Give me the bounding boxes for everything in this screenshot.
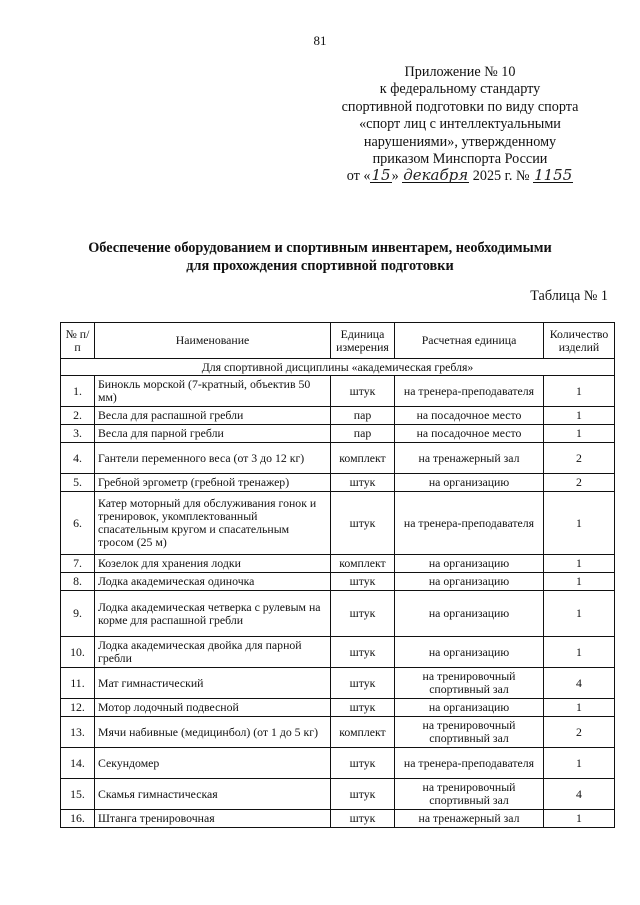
- cell-name: Лодка академическая одиночка: [95, 573, 331, 591]
- cell-qty: 1: [544, 748, 615, 779]
- cell-qty: 1: [544, 591, 615, 637]
- table-row: [61, 492, 615, 555]
- cell-calc: на организацию: [395, 637, 544, 668]
- cell-qty: 1: [544, 407, 615, 425]
- cell-unit: штук: [331, 573, 395, 591]
- cell-num: 1.: [61, 376, 95, 407]
- header-calc: Расчетная единица: [395, 323, 544, 359]
- header-qty: Количество изделий: [544, 323, 615, 359]
- table-row: [61, 443, 615, 474]
- cell-num: 6.: [61, 492, 95, 555]
- header-name: Наименование: [95, 323, 331, 359]
- cell-calc: на организацию: [395, 699, 544, 717]
- cell-name: Лодка академическая четверка с рулевым на корме для распашной гребли: [95, 591, 331, 637]
- cell-num: 14.: [61, 748, 95, 779]
- cell-num: 8.: [61, 573, 95, 591]
- cell-name: Весла для распашной гребли: [95, 407, 331, 425]
- table-row: [61, 591, 615, 637]
- cell-unit: комплект: [331, 555, 395, 573]
- cell-num: 15.: [61, 779, 95, 810]
- cell-qty: 2: [544, 443, 615, 474]
- cell-num: 7.: [61, 555, 95, 573]
- cell-num: 16.: [61, 810, 95, 828]
- cell-name: Катер моторный для обслуживания гонок и тренировок, укомплектованный спасательным кругом и спасательным тросом (25 м): [95, 492, 331, 555]
- cell-qty: 1: [544, 492, 615, 555]
- equipment-table: [60, 322, 615, 828]
- cell-unit: штук: [331, 779, 395, 810]
- date-day: 15: [371, 166, 391, 185]
- cell-calc: на тренера-преподавателя: [395, 748, 544, 779]
- cell-name: Гантели переменного веса (от 3 до 12 кг): [95, 443, 331, 474]
- table-row: [61, 573, 615, 591]
- header-unit: Единица измерения: [331, 323, 395, 359]
- cell-qty: 1: [544, 425, 615, 443]
- table-row: [61, 555, 615, 573]
- cell-unit: штук: [331, 376, 395, 407]
- cell-qty: 1: [544, 699, 615, 717]
- cell-name: Бинокль морской (7-кратный, объектив 50 мм): [95, 376, 331, 407]
- cell-qty: 1: [544, 810, 615, 828]
- cell-name: Секундомер: [95, 748, 331, 779]
- cell-name: Мячи набивные (медицинбол) (от 1 до 5 кг): [95, 717, 331, 748]
- cell-calc: на тренировочный спортивный зал: [395, 717, 544, 748]
- cell-num: 3.: [61, 425, 95, 443]
- table-row: [61, 425, 615, 443]
- title-line-2: для прохождения спортивной подготовки: [186, 257, 454, 274]
- doc-number: 1155: [534, 166, 573, 185]
- cell-name: Мат гимнастический: [95, 668, 331, 699]
- cell-qty: 2: [544, 717, 615, 748]
- table-row: [61, 810, 615, 828]
- cell-name: Мотор лодочный подвесной: [95, 699, 331, 717]
- cell-num: 2.: [61, 407, 95, 425]
- annex-line: «спорт лиц с интеллектуальными: [359, 116, 561, 133]
- cell-name: Скамья гимнастическая: [95, 779, 331, 810]
- cell-qty: 1: [544, 573, 615, 591]
- table-row: [61, 407, 615, 425]
- cell-num: 5.: [61, 474, 95, 492]
- cell-qty: 1: [544, 376, 615, 407]
- cell-calc: на организацию: [395, 591, 544, 637]
- table-row: [61, 748, 615, 779]
- annex-line: спортивной подготовки по виду спорта: [341, 98, 579, 115]
- table-label: Таблица № 1: [530, 288, 608, 304]
- annex-line: к федеральному стандарту: [379, 81, 541, 98]
- cell-qty: 1: [544, 555, 615, 573]
- section-title: Для спортивной дисциплины «академическая гребля»: [61, 359, 615, 376]
- cell-name: Гребной эргометр (гребной тренажер): [95, 474, 331, 492]
- cell-name: Штанга тренировочная: [95, 810, 331, 828]
- cell-num: 13.: [61, 717, 95, 748]
- date-mid: »: [391, 168, 399, 185]
- header-num: № п/п: [61, 323, 95, 359]
- cell-unit: штук: [331, 474, 395, 492]
- cell-unit: комплект: [331, 717, 395, 748]
- table-row: [61, 376, 615, 407]
- date-prefix: от «: [346, 168, 371, 185]
- cell-unit: штук: [331, 668, 395, 699]
- cell-calc: на тренажерный зал: [395, 810, 544, 828]
- cell-unit: штук: [331, 637, 395, 668]
- table-header-row: [61, 323, 615, 359]
- table-row: [61, 637, 615, 668]
- cell-calc: на посадочное место: [395, 407, 544, 425]
- cell-name: Козелок для хранения лодки: [95, 555, 331, 573]
- annex-block: [340, 64, 580, 186]
- cell-calc: на тренера-преподавателя: [395, 376, 544, 407]
- table-row: [61, 699, 615, 717]
- cell-calc: на организацию: [395, 555, 544, 573]
- date-month: декабря: [403, 166, 469, 185]
- cell-qty: 2: [544, 474, 615, 492]
- cell-unit: пар: [331, 407, 395, 425]
- table-row: [61, 474, 615, 492]
- annex-line: Приложение № 10: [404, 64, 516, 80]
- cell-calc: на организацию: [395, 474, 544, 492]
- document-title: [0, 240, 640, 275]
- annex-line: приказом Минспорта России: [372, 151, 548, 168]
- cell-calc: на тренировочный спортивный зал: [395, 668, 544, 699]
- cell-qty: 1: [544, 637, 615, 668]
- cell-unit: штук: [331, 748, 395, 779]
- table-row: [61, 779, 615, 810]
- date-year: 2025 г. №: [472, 168, 530, 185]
- cell-name: Весла для парной гребли: [95, 425, 331, 443]
- cell-calc: на тренера-преподавателя: [395, 492, 544, 555]
- cell-calc: на организацию: [395, 573, 544, 591]
- table-row: [61, 668, 615, 699]
- cell-num: 10.: [61, 637, 95, 668]
- cell-unit: штук: [331, 810, 395, 828]
- cell-qty: 4: [544, 779, 615, 810]
- cell-qty: 4: [544, 668, 615, 699]
- title-line-1: Обеспечение оборудованием и спортивным инвентарем, необходимыми: [88, 240, 552, 256]
- annex-date-line: [340, 168, 580, 185]
- cell-num: 12.: [61, 699, 95, 717]
- page-number: 81: [313, 33, 327, 48]
- cell-unit: пар: [331, 425, 395, 443]
- cell-unit: комплект: [331, 443, 395, 474]
- cell-name: Лодка академическая двойка для парной гребли: [95, 637, 331, 668]
- annex-line: нарушениями», утвержденному: [363, 133, 557, 150]
- cell-calc: на тренажерный зал: [395, 443, 544, 474]
- cell-calc: на тренировочный спортивный зал: [395, 779, 544, 810]
- section-row: [61, 359, 615, 376]
- cell-unit: штук: [331, 492, 395, 555]
- cell-calc: на посадочное место: [395, 425, 544, 443]
- cell-num: 9.: [61, 591, 95, 637]
- cell-unit: штук: [331, 591, 395, 637]
- cell-num: 11.: [61, 668, 95, 699]
- table-row: [61, 717, 615, 748]
- cell-num: 4.: [61, 443, 95, 474]
- cell-unit: штук: [331, 699, 395, 717]
